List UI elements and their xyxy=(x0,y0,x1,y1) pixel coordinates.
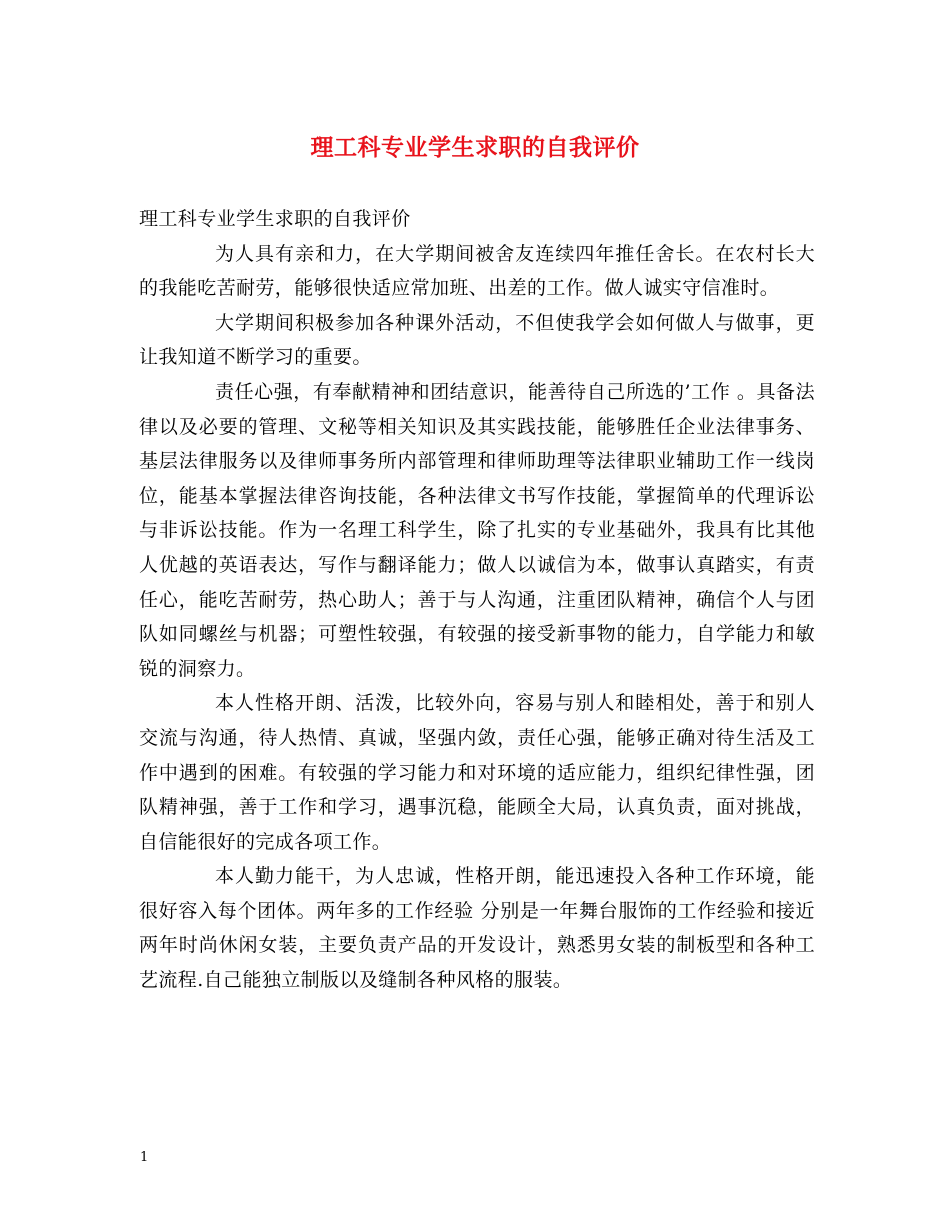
page-number: 1 xyxy=(140,1150,149,1165)
document-title: 理工科专业学生求职的自我评价 xyxy=(310,134,640,161)
paragraph-1: 为人具有亲和力，在大学期间被舍友连续四年推任舍长。在农村长大的我能吃苦耐劳，能够很快适应常加班、出差的工作。做人诚实守信准时。 xyxy=(139,242,815,300)
paragraph-5: 本人勤力能干，为人忠诚，性格开朗，能迅速投入各种工作环境，能很好容入每个团体。两年多的工作经验 分别是一年舞台服饰的工作经验和接近两年时尚休闲女装，主要负责产品的开发设计，熟悉男女装的制板型和各种工艺流程.自己能独立制版以及缝制各种风格的服装。 xyxy=(139,865,815,992)
paragraph-2: 大学期间积极参加各种课外活动，不但使我学会如何做人与做事，更让我知道不断学习的重要。 xyxy=(139,311,815,369)
paragraph-3: 责任心强，有奉献精神和团结意识，能善待自己所选的’工作 。具备法律以及必要的管理、文秘等相关知识及其实践技能，能够胜任企业法律事务、基层法律服务以及律师事务所内部管理和律师助理等法律职业辅助工作一线岗位，能基本掌握法律咨询技能，各种法律文书写作技能，掌握简单的代理诉讼与非诉讼技能。作为一名理工科学生，除了扎实的专业基础外，我具有比其他人优越的英语表达，写作与翻译能力；做人以诚信为本，做事认真踏实，有责任心，能吃苦耐劳，热心助人；善于与人沟通，注重团队精神，确信个人与团队如同螺丝与机器；可塑性较强，有较强的接受新事物的能力，自学能力和敏锐的洞察力。 xyxy=(139,380,815,680)
paragraph-4: 本人性格开朗、活泼，比较外向，容易与别人和睦相处，善于和别人交流与沟通，待人热情、真诚，坚强内敛，责任心强，能够正确对待生活及工作中遇到的困难。有较强的学习能力和对环境的适应能力，组织纪律性强，团队精神强，善于工作和学习，遇事沉稳，能顾全大局，认真负责，面对挑战，自信能很好的完成各项工作。 xyxy=(139,692,815,853)
document-body xyxy=(139,202,815,998)
subtitle-line: 理工科专业学生求职的自我评价 xyxy=(139,208,411,230)
